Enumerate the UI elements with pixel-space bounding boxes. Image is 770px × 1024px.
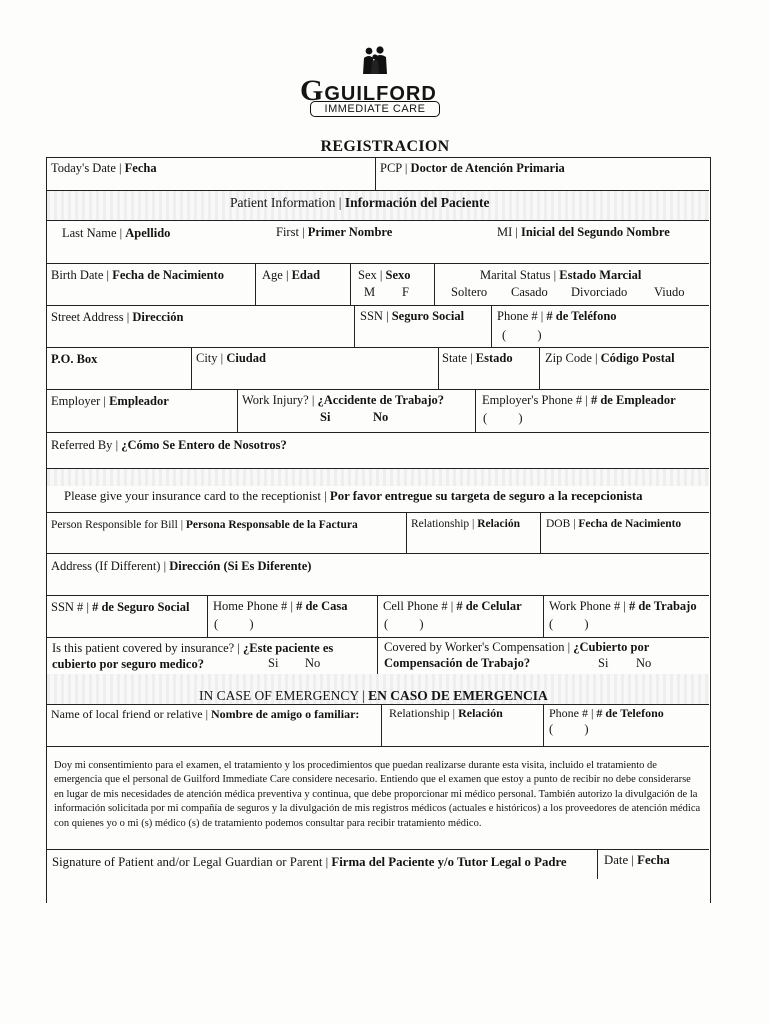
label-es: Primer Nombre (307, 225, 393, 239)
label-es: Estado (475, 351, 513, 365)
divider (375, 157, 376, 190)
divider (377, 595, 378, 637)
pcp-field[interactable]: PCP | Doctor de Atención Primaria (380, 161, 565, 175)
employer-phone-area[interactable]: ( ) (483, 411, 523, 425)
age-field[interactable]: Age | Edad (262, 268, 321, 282)
home-phone-field[interactable]: Home Phone # | # de Casa (213, 599, 348, 613)
employer-phone-field[interactable]: Employer's Phone # | # de Empleador (482, 393, 676, 407)
label-es: EN CASO DE EMERGENCIA (368, 688, 548, 703)
form-title: REGISTRACION (320, 138, 450, 155)
divider (237, 389, 238, 432)
label: Last Name (62, 226, 117, 240)
label: P.O. Box (51, 352, 98, 366)
phone-field[interactable]: Phone # | # de Teléfono (497, 309, 617, 323)
person-responsible-field[interactable]: Person Responsible for Bill | Persona Responsable de la Factura (51, 519, 358, 531)
insurance-note: Please give your insurance card to the receptionist | Por favor entregue su targeta de seguro a la recepcionista (64, 489, 643, 503)
label: MI (497, 225, 513, 239)
divider (491, 305, 492, 347)
emergency-phone-area[interactable]: ( ) (549, 722, 589, 736)
label: Date (604, 853, 629, 867)
label-es: Persona Responsable de la Factura (185, 519, 358, 531)
label: Covered by Worker's Compensation (384, 640, 565, 654)
label: First (276, 225, 299, 239)
label: State (442, 351, 467, 365)
label-es: Estado Marcial (559, 268, 642, 282)
label-es: Código Postal (600, 351, 675, 365)
label: Employer's Phone # (482, 393, 583, 407)
divider (377, 637, 378, 674)
marital-status-field: Marital Status | Estado Marcial (480, 268, 642, 282)
divider (438, 347, 439, 389)
rule (46, 263, 709, 264)
rule (46, 190, 709, 191)
label: Cell Phone # (383, 599, 448, 613)
last-name-field[interactable]: Last Name | Apellido (62, 226, 171, 240)
label: City (196, 351, 218, 365)
divider (434, 263, 435, 305)
marital-option-viudo[interactable]: Viudo (654, 285, 685, 299)
cell-phone-area[interactable]: ( ) (384, 617, 424, 631)
label-es: ¿Este paciente es (243, 641, 334, 655)
label: Referred By (51, 438, 113, 452)
label: Employer (51, 394, 101, 408)
label-es: # de Celular (456, 599, 522, 613)
label-es: Nombre de amigo o familiar: (211, 707, 360, 721)
label: Work Injury? (242, 393, 309, 407)
label: Person Responsible for Bill (51, 519, 178, 531)
insurance-covered-question: Is this patient covered by insurance? | ¿Este paciente es (52, 641, 334, 655)
label: SSN (360, 309, 383, 323)
emergency-phone-field[interactable]: Phone # | # de Telefono (549, 706, 664, 720)
cell-phone-field[interactable]: Cell Phone # | # de Celular (383, 599, 522, 613)
label-es: # de Telefono (596, 706, 664, 720)
label: Is this patient covered by insurance? (52, 641, 235, 655)
divider (350, 263, 351, 305)
label: Sex (358, 268, 377, 282)
patient-info-heading: Patient Information | Información del Paciente (230, 195, 490, 210)
label: Address (If Different) (51, 559, 161, 573)
work-phone-field[interactable]: Work Phone # | # de Trabajo (549, 599, 697, 613)
phone-area-code[interactable]: ( ) (502, 328, 542, 342)
label-es: Relación (477, 518, 521, 530)
label: IN CASE OF EMERGENCY (199, 688, 359, 703)
label-es: Fecha de Nacimiento (112, 268, 224, 282)
label-es: Fecha (637, 853, 670, 867)
label-es: Fecha de Nacimiento (578, 518, 682, 530)
label: Age (262, 268, 283, 282)
label: Street Address (51, 310, 124, 324)
home-phone-area[interactable]: ( ) (214, 617, 254, 631)
label-es: Edad (291, 268, 321, 282)
label-es: Seguro Social (391, 309, 465, 323)
divider (191, 347, 192, 389)
label-es: Ciudad (226, 351, 266, 365)
rule (46, 849, 709, 850)
state-field[interactable]: State | Estado (442, 351, 513, 365)
label-es: Dirección (132, 310, 184, 324)
label: Work Phone # (549, 599, 621, 613)
sex-option-f[interactable]: F (402, 285, 409, 299)
referred-by-field[interactable]: Referred By | ¿Cómo Se Entero de Nosotros? (51, 438, 287, 452)
rule (46, 512, 709, 513)
sex-field[interactable]: Sex | Sexo (358, 268, 411, 282)
label: Phone # (497, 309, 538, 323)
guilford-logo (298, 46, 448, 121)
emergency-relationship-field[interactable]: Relationship | Relación (389, 706, 503, 720)
label: Marital Status (480, 268, 551, 282)
work-injury-no[interactable] (373, 410, 388, 425)
insurance-note-band (47, 468, 709, 486)
divider (406, 512, 407, 553)
divider (543, 704, 544, 746)
po-box-field[interactable] (51, 352, 97, 367)
people-group-icon (360, 46, 390, 76)
label-es: Doctor de Atención Primaria (410, 161, 565, 175)
divider (540, 512, 541, 553)
work-injury-field: Work Injury? | ¿Accidente de Trabajo? (242, 393, 445, 407)
label: Relationship (411, 518, 470, 530)
label: No (373, 410, 389, 424)
employer-field[interactable]: Employer | Empleador (51, 394, 169, 408)
label-es: Inicial del Segundo Nombre (521, 225, 670, 239)
label: PCP (380, 161, 402, 175)
label: Please give your insurance card to the receptionist (64, 489, 321, 503)
label: Zip Code (545, 351, 592, 365)
label-es: Empleador (109, 394, 169, 408)
consent-paragraph: Doy mi consentimiento para el examen, el tratamiento y los procedimientos que puedan realizarse durante esta visita, incluido el tratamiento de emergencia que el personal de Guilford Immediate Care considere necesario. Entiendo que el examen que estoy a punto de recibir no debe considerarse en lugar de mis necesidades de atención médica preventiva y continua, que debe proporcionar mi médico personal. También autorizo la divulgación de la información solicitada por mi compañía de seguros y la divulgación de mis registros médicos (actuales e históricos) a los proveedores de atención médica con quienes yo o mi (s) médico (s) de tratamiento podemos consultar para recibir tratamiento médico. (54, 760, 701, 829)
signature-date-field[interactable]: Date | Fecha (604, 853, 670, 867)
ssn-field[interactable]: SSN | Seguro Social (360, 309, 465, 323)
label-es: Información del Paciente (344, 195, 490, 210)
work-phone-area[interactable]: ( ) (549, 617, 589, 631)
work-injury-si[interactable] (320, 410, 330, 425)
divider (255, 263, 256, 305)
rule (46, 746, 709, 747)
rule (46, 305, 709, 306)
marital-option-divorciado[interactable]: Divorciado (571, 285, 628, 299)
street-address-field[interactable]: Street Address | Dirección (51, 310, 184, 324)
divider (354, 305, 355, 347)
sex-option-m[interactable]: M (364, 285, 376, 299)
label-es: ¿Cómo Se Entero de Nosotros? (121, 438, 287, 452)
label: Si (320, 410, 331, 424)
label-es: cubierto por seguro medico? (52, 657, 204, 671)
label-es: Sexo (385, 268, 411, 282)
insurance-covered-no[interactable]: No (305, 656, 321, 670)
workers-comp-no[interactable]: No (636, 656, 652, 670)
label: SSN # (51, 600, 84, 614)
label-es: # de Teléfono (546, 309, 617, 323)
divider (475, 389, 476, 432)
divider (539, 347, 540, 389)
first-name-field[interactable]: First | Primer Nombre (276, 225, 393, 239)
label-es: Dirección (Si Es Diferente) (169, 559, 312, 573)
label-es: Por favor entregue su targeta de seguro a la recepcionista (329, 489, 643, 503)
rule (46, 704, 709, 705)
marital-option-soltero[interactable]: Soltero (451, 285, 488, 299)
rule (46, 468, 709, 469)
relationship-field[interactable]: Relationship | Relación (411, 518, 521, 530)
emergency-heading: IN CASE OF EMERGENCY | EN CASO DE EMERGENCIA (199, 688, 548, 703)
signature-field[interactable]: Signature of Patient and/or Legal Guardian or Parent | Firma del Paciente y/o Tutor Legal o Padre (52, 855, 567, 869)
workers-comp-question-es (384, 656, 530, 671)
divider (207, 595, 208, 637)
ssn-number-field[interactable]: SSN # | # de Seguro Social (51, 600, 190, 614)
birth-date-field[interactable]: Birth Date | Fecha de Nacimiento (51, 268, 224, 282)
rule (46, 432, 709, 433)
label: Birth Date (51, 268, 104, 282)
marital-option-casado[interactable]: Casado (511, 285, 548, 299)
brand-name: GGUILFORD (300, 74, 437, 107)
label: Patient Information (230, 195, 336, 210)
dob-field[interactable]: DOB | Fecha de Nacimiento (546, 518, 682, 530)
label-es: # de Trabajo (628, 599, 697, 613)
emergency-contact-field[interactable]: Name of local friend or relative | Nombre de amigo o familiar: (51, 707, 360, 721)
rule (46, 347, 709, 348)
label: Relationship (389, 706, 450, 720)
middle-initial-field[interactable]: MI | Inicial del Segundo Nombre (497, 225, 670, 239)
label: Signature of Patient and/or Legal Guardian or Parent (52, 855, 323, 869)
rule (46, 553, 709, 554)
brand-text: GUILFORD (324, 83, 437, 105)
address-if-different-field[interactable]: Address (If Different) | Dirección (Si Es Diferente) (51, 559, 312, 573)
rule (46, 220, 709, 221)
workers-comp-si[interactable]: Si (598, 656, 609, 670)
divider (543, 595, 544, 637)
label: Today's Date (51, 161, 116, 175)
label: Phone # (549, 706, 588, 720)
brand-subtitle: IMMEDIATE CARE (310, 101, 440, 117)
label-es: # de Empleador (590, 393, 676, 407)
label-es: Fecha (124, 161, 157, 175)
insurance-covered-question-es (52, 657, 204, 672)
city-field[interactable]: City | Ciudad (196, 351, 266, 365)
label-es: Relación (458, 706, 503, 720)
divider (381, 704, 382, 746)
divider (597, 849, 598, 879)
label: DOB (546, 518, 571, 530)
todays-date-field[interactable]: Today's Date | Fecha (51, 161, 157, 175)
label-es: Apellido (125, 226, 171, 240)
label-es: # de Seguro Social (92, 600, 190, 614)
label-es: # de Casa (296, 599, 348, 613)
label-es: Firma del Paciente y/o Tutor Legal o Padre (331, 855, 567, 869)
zip-code-field[interactable]: Zip Code | Código Postal (545, 351, 675, 365)
label: Name of local friend or relative (51, 707, 203, 721)
label-es: ¿Accidente de Trabajo? (317, 393, 445, 407)
label-es: Compensación de Trabajo? (384, 656, 531, 670)
workers-comp-question: Covered by Worker's Compensation | ¿Cubierto por (384, 640, 650, 654)
insurance-covered-si[interactable]: Si (268, 656, 279, 670)
rule (46, 389, 709, 390)
label-es: ¿Cubierto por (573, 640, 650, 654)
label: Home Phone # (213, 599, 288, 613)
